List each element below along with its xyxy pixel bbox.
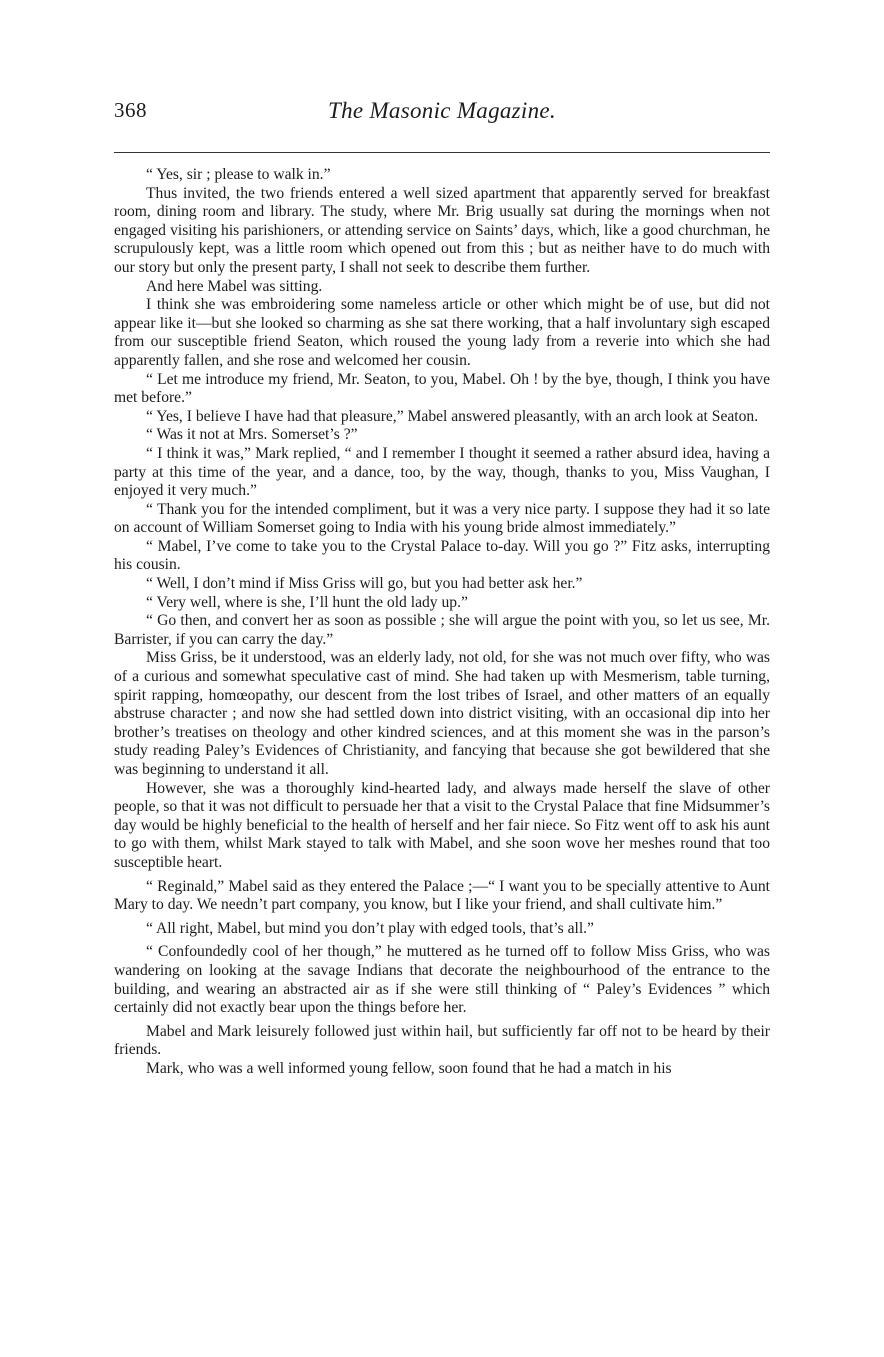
article-body <box>114 166 770 1079</box>
paragraph: “ Mabel, I’ve come to take you to the Crystal Palace to-day. Will you go ?” Fitz asks, interrupting his cousin. <box>114 537 770 574</box>
paragraph: Mark, who was a well informed young fellow, soon found that he had a match in his <box>146 1059 672 1077</box>
paragraph: “ All right, Mabel, but mind you don’t play with edged tools, that’s all.” <box>146 919 594 937</box>
paragraph: “ Very well, where is she, I’ll hunt the old lady up.” <box>146 593 468 611</box>
header-rule <box>114 152 770 153</box>
paragraph: Miss Griss, be it understood, was an elderly lady, not old, for she was not much over fifty, who was of a curious and somewhat speculative cast of mind. She had taken up with Mesmerism, table turning, spirit rapping, homœopathy, our descent from the lost tribes of Israel, and other matters of an equally abstruse character ; and now she had settled down into district visiting, with an occasional dip into her brother’s treatises on theology and other kindred sciences, and at this moment she was in the parson’s study reading Paley’s Evidences of Christianity, and fancying that because she got bewildered that she was beginning to understand it all. <box>114 649 770 778</box>
page-header <box>0 98 884 138</box>
paragraph: Thus invited, the two friends entered a well sized apartment that apparently served for breakfast room, dining room and library. The study, where Mr. Brig usually sat during the mornings when not engaged visiting his parishioners, or attending service on Saints’ days, which, like a good churchman, he scrupulously kept, was a little room which opened out from this ; but as neither have to do much with our story but only the present party, I shall not seek to describe them further. <box>114 184 770 276</box>
paragraph: “ I think it was,” Mark replied, “ and I remember I thought it seemed a rather absurd idea, having a party at this time of the year, and a dance, too, by the way, though, thanks to you, Miss Vaughan, I enjoyed it very much.” <box>114 444 770 500</box>
paragraph: “ Yes, sir ; please to walk in.” <box>146 166 331 183</box>
paragraph: “ Yes, I believe I have had that pleasure,” Mabel answered pleasantly, with an arch look at Seaton. <box>146 407 759 425</box>
running-title: The Masonic Magazine. <box>328 98 556 123</box>
paragraph: “ Let me introduce my friend, Mr. Seaton, to you, Mabel. Oh ! by the bye, though, I think you have met before.” <box>114 370 770 407</box>
paragraph: I think she was embroidering some nameless article or other which might be of use, but did not appear like it—but she looked so charming as she sat there working, that a half involuntary sigh escaped from our susceptible friend Seaton, which roused the young lady from a reverie into which she had apparently fallen, and she rose and welcomed her cousin. <box>114 296 770 369</box>
paragraph: “ Well, I don’t mind if Miss Griss will go, but you had better ask her.” <box>146 575 583 593</box>
page-number: 368 <box>114 98 147 122</box>
paragraph: And here Mabel was sitting. <box>146 277 323 295</box>
paragraph: “ Go then, and convert her as soon as possible ; she will argue the point with you, so let us see, Mr. Barrister, if you can carry the day.” <box>114 612 770 648</box>
paragraph: “ Thank you for the intended compliment, but it was a very nice party. I suppose they had it so late on account of William Somerset going to India with his young bride almost immediately.” <box>114 500 770 537</box>
paragraph: “ Was it not at Mrs. Somerset’s ?” <box>146 426 358 444</box>
paragraph: “ Reginald,” Mabel said as they entered the Palace ;—“ I want you to be specially attentive to Aunt Mary to day. We needn’t part company, you know, but I like your friend, and shall cultivate him.” <box>114 877 770 914</box>
paragraph: Mabel and Mark leisurely followed just within hail, but sufficiently far off not to be heard by their friends. <box>114 1022 770 1059</box>
paragraph: “ Confoundedly cool of her though,” he muttered as he turned off to follow Miss Griss, who was wandering on looking at the savage Indians that decorate the neighbourhood of the entrance to the building, and wearing an abstracted air as if she were still thinking of “ Paley’s Evidences ” which certainly did not exactly bear upon the things before her. <box>114 943 770 1017</box>
paragraph: However, she was a thoroughly kind-hearted lady, and always made herself the slave of other people, so that it was not difficult to persuade her that a visit to the Crystal Palace that fine Midsummer’s day would be highly beneficial to the health of herself and her fair niece. So Fitz went off to ask his aunt to go with them, whilst Mark stayed to talk with Mabel, and she soon wove her meshes round that too susceptible heart. <box>114 779 770 871</box>
